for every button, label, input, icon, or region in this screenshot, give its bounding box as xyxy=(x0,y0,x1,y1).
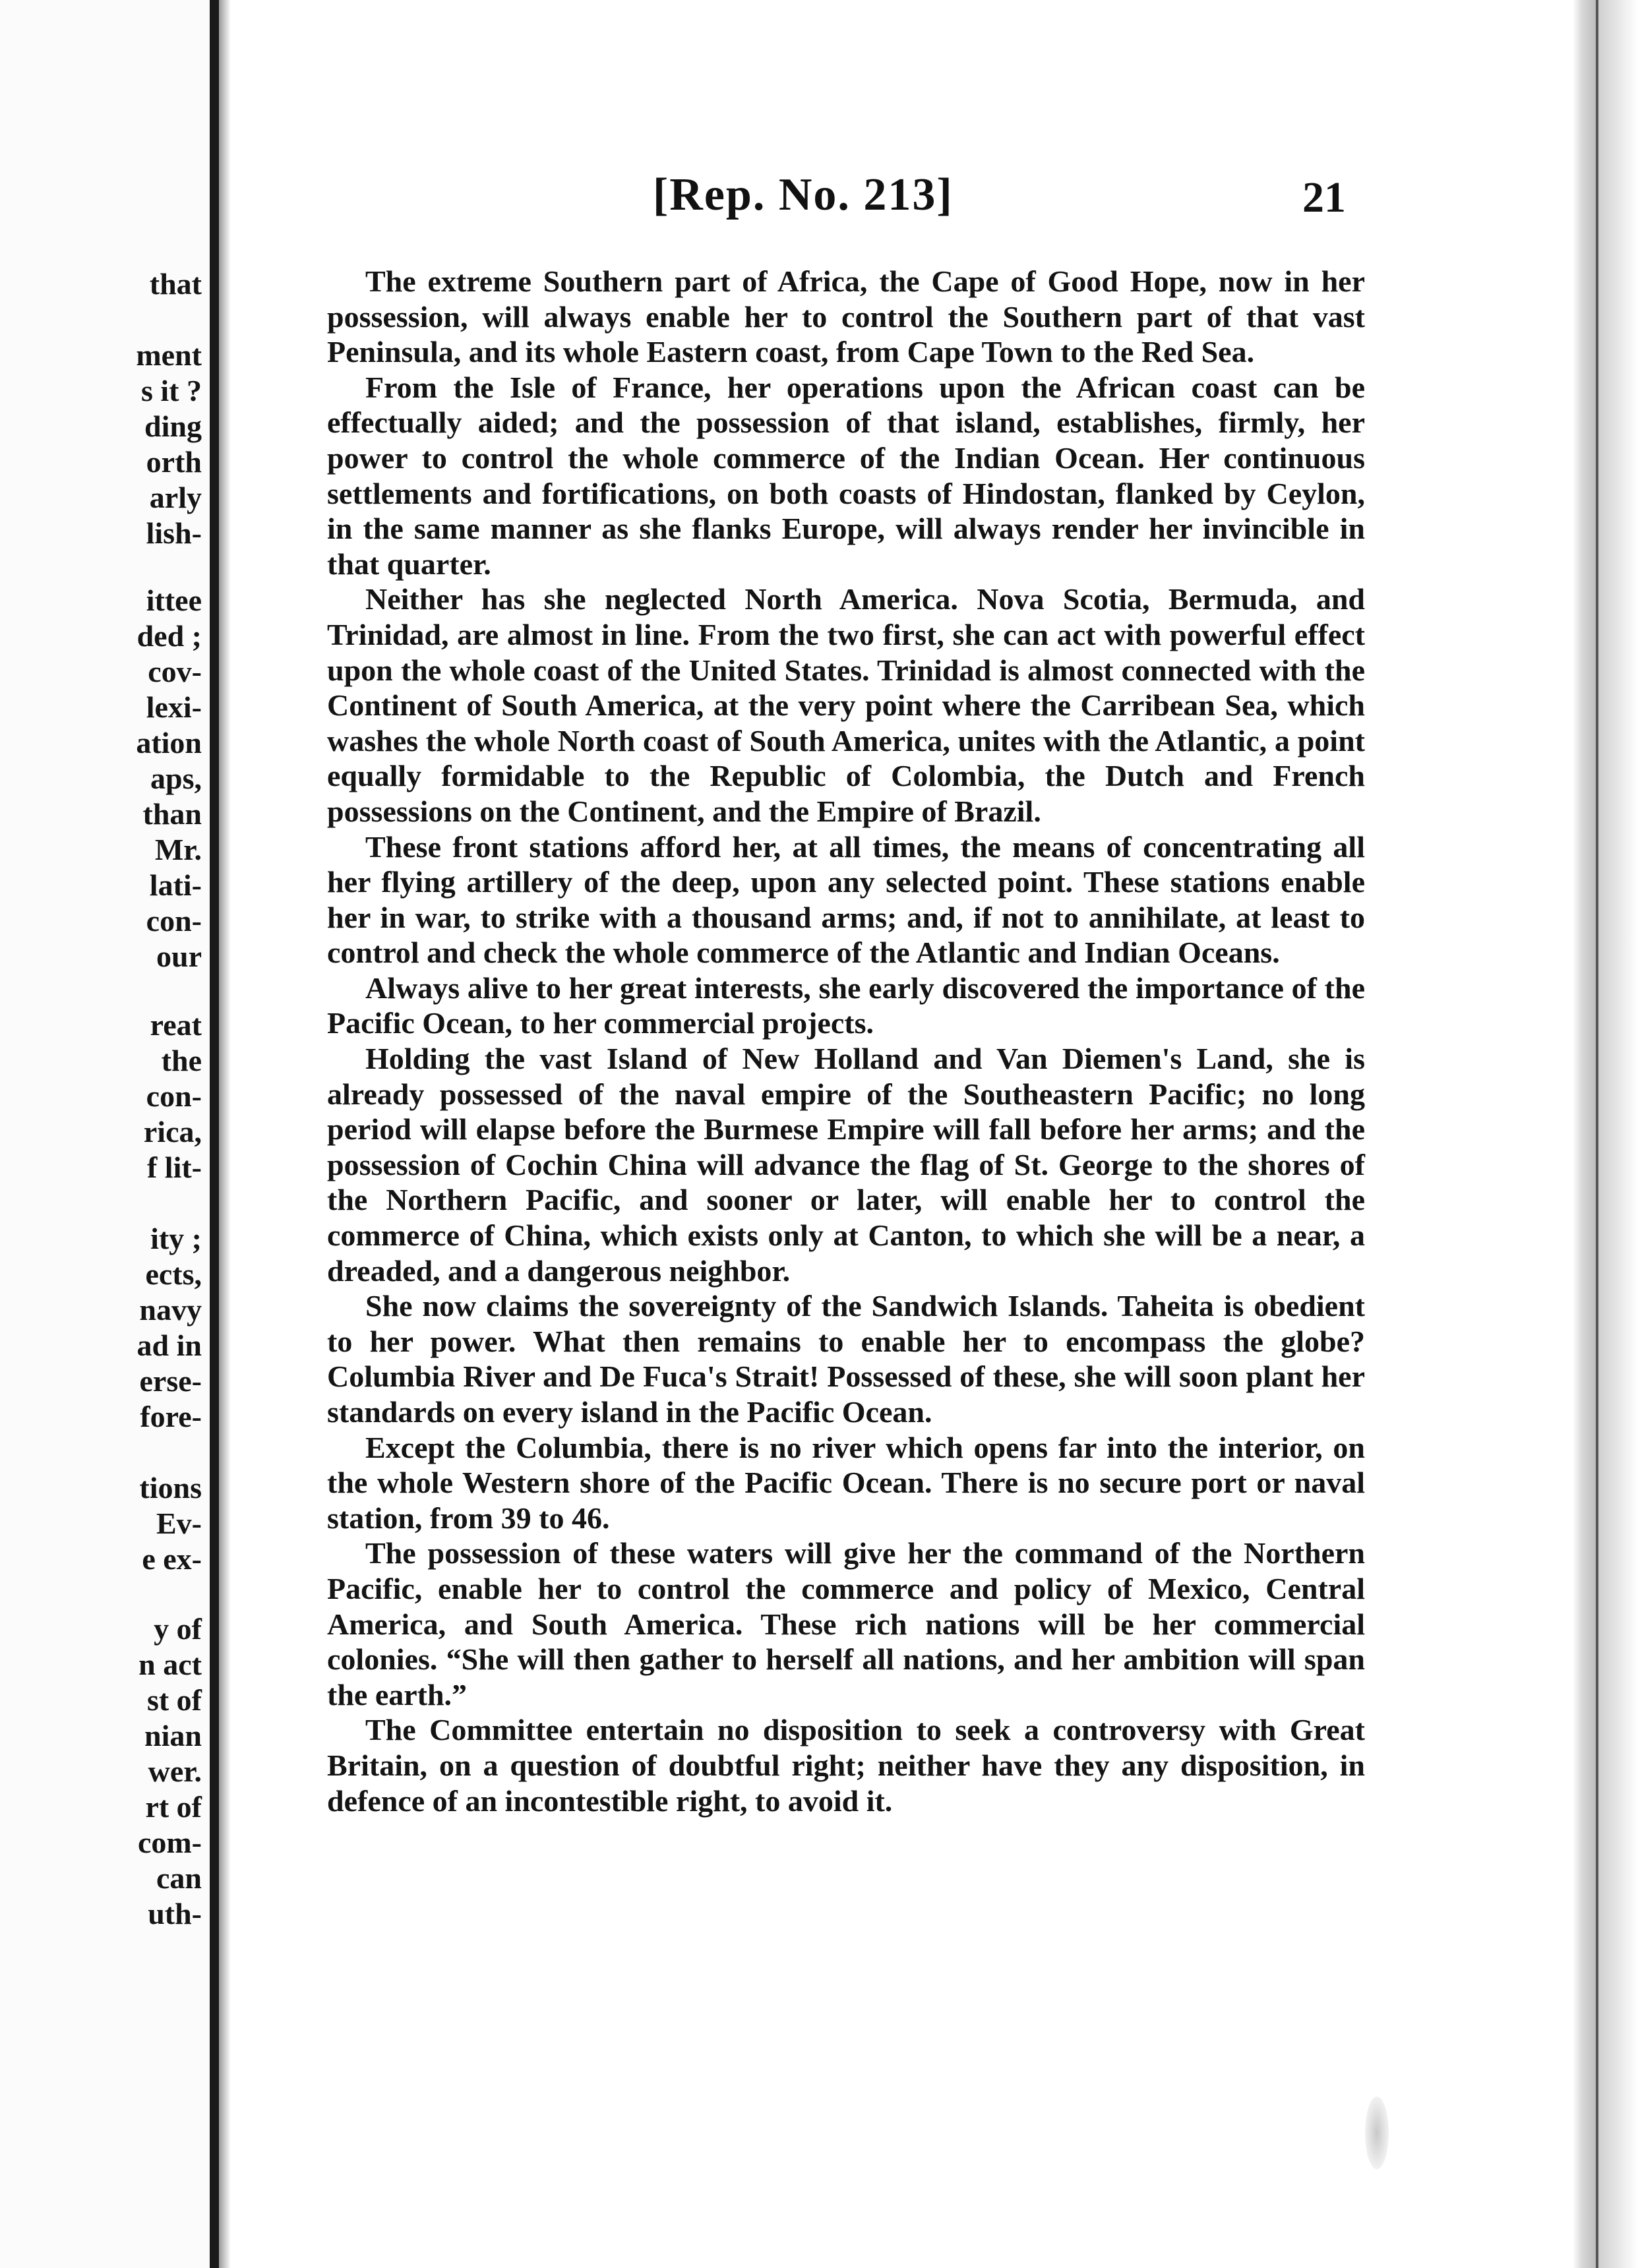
left-fragment-line: ment xyxy=(136,338,202,372)
left-fragment-line: the xyxy=(161,1044,202,1077)
left-fragment-line: rica, xyxy=(143,1115,202,1149)
left-fragment-line: y of xyxy=(154,1612,202,1646)
paragraph: She now claims the sovereignty of the Sandwich Islands. Taheita is obedient to her power. What then remains to enable her to encompass the globe? Columbia River and De Fuca's Strait! Possessed of these, she will soon plant her standards on every island in the Pacific Ocean. xyxy=(327,1289,1365,1429)
left-fragment-line: ity ; xyxy=(150,1222,202,1255)
left-fragment-line: ad in xyxy=(136,1328,202,1362)
left-fragment-line: f lit- xyxy=(146,1150,202,1184)
left-fragment-line: ding xyxy=(144,409,202,443)
left-fragment-line: than xyxy=(142,797,202,831)
left-fragment-line: tions xyxy=(139,1471,202,1505)
left-fragment-line: Mr. xyxy=(154,833,202,866)
left-fragment-line: erse- xyxy=(139,1364,202,1398)
left-fragment-line: ects, xyxy=(145,1257,202,1291)
left-fragment-line: s it ? xyxy=(141,374,202,407)
left-fragment-line: orth xyxy=(146,445,202,479)
page-number: 21 xyxy=(1302,173,1346,222)
left-fragment-line: fore- xyxy=(140,1400,202,1433)
left-fragment-line: n act xyxy=(138,1648,202,1681)
left-fragment-line: lati- xyxy=(149,868,202,902)
paragraph: The extreme Southern part of Africa, the Cape of Good Hope, now in her possession, will always enable her to control the Southern part of that vast Peninsula, and its whole Eastern coast, from Cape Town to the Red Sea. xyxy=(327,264,1365,369)
book-gutter xyxy=(210,0,219,2268)
left-fragment-line: cov- xyxy=(148,655,202,688)
paragraph: These front stations afford her, at all times, the means of concentrating all her flying artillery of the deep, upon any selected point. These stations enable her in war, to strike with a thousand arms; and, if not to annihilate, at least to control and check the whole commerce of the Atlantic and Indian Oceans. xyxy=(327,829,1365,970)
left-fragment-line: ation xyxy=(136,726,202,760)
book-edge xyxy=(1598,0,1638,2268)
paragraph: Neither has she neglected North America. Nova Scotia, Bermuda, and Trinidad, are almost in line. From the two first, she can act with powerful effect upon the whole coast of the United States. Trinidad is almost connected with the Continent of South America, at the very point where the Carribean Sea, which washes the whole North coast of South America, unites with the Atlantic, a point equally formidable to the Republic of Colombia, the Dutch and French possessions on the Continent, and the Empire of Brazil. xyxy=(327,582,1365,828)
paragraph: Holding the vast Island of New Holland and Van Diemen's Land, she is already possessed of the naval empire of the Southeastern Pacific; no long period will elapse before the Burmese Empire will fall before her arms; and the possession of Cochin China will advance the flag of St. George to the shores of the Northern Pacific, and sooner or later, will enable her to control the commerce of China, which exists only at Canton, to which she will be a near, a dreaded, and a dangerous neighbor. xyxy=(327,1042,1365,1288)
left-fragment-line: Ev- xyxy=(156,1507,202,1540)
paragraph: The Committee entertain no disposition to seek a controversy with Great Britain, on a question of doubtful right; neither have they any disposition, in defence of an incontestible right, to avoid it. xyxy=(327,1713,1365,1818)
paragraph: The possession of these waters will give her the command of the Northern Pacific, enable her to control the commerce and policy of Mexico, Central America, and South America. These rich nations will be her commercial colonies. “She will then gather to herself all nations, and her ambition will span the earth.” xyxy=(327,1536,1365,1712)
left-fragment-line: that xyxy=(149,267,202,301)
left-fragment-line: ded ; xyxy=(136,619,202,653)
left-fragment-line: can xyxy=(156,1861,202,1895)
left-fragment-line: arly xyxy=(149,481,202,514)
left-fragment-line: con- xyxy=(146,904,202,938)
left-fragment-line: ittee xyxy=(146,583,202,617)
left-fragment-line: nian xyxy=(144,1719,202,1752)
left-fragment-line: st of xyxy=(146,1683,202,1717)
left-fragment-line: lish- xyxy=(146,516,202,550)
left-fragment-line: rt of xyxy=(145,1790,202,1824)
left-fragment-line: uth- xyxy=(148,1897,202,1930)
left-fragment-line: our xyxy=(156,940,202,973)
paper-smudge xyxy=(1365,2097,1389,2169)
left-facing-page-fragment xyxy=(0,0,210,2268)
gutter-shadow xyxy=(219,0,231,2268)
paragraph: From the Isle of France, her operations upon the African coast can be effectually aided; and the possession of that island, establishes, firmly, her power to control the whole commerce of the Indian Ocean. Her continuous settlements and fortifications, on both coasts of Hindostan, flanked by Ceylon, in the same manner as she flanks Europe, will always render her invincible in that quarter. xyxy=(327,370,1365,581)
paragraph: Except the Columbia, there is no river which opens far into the interior, on the whole Western shore of the Pacific Ocean. There is no secure port or naval station, from 39 to 46. xyxy=(327,1430,1365,1535)
running-head: [Rep. No. 213] xyxy=(653,169,954,220)
paragraph: Always alive to her great interests, she early discovered the importance of the Pacific Ocean, to her commercial projects. xyxy=(327,970,1365,1040)
left-fragment-line: wer. xyxy=(148,1754,202,1788)
left-fragment-line: aps, xyxy=(150,761,202,795)
left-fragment-line: com- xyxy=(137,1826,202,1859)
left-fragment-line: lexi- xyxy=(146,690,202,724)
left-fragment-line: con- xyxy=(146,1079,202,1113)
left-fragment-line: e ex- xyxy=(142,1542,202,1576)
page-edge-shadow xyxy=(1573,0,1596,2268)
body-text xyxy=(327,264,1365,1818)
left-fragment-line: reat xyxy=(150,1008,202,1042)
left-fragment-line: navy xyxy=(139,1293,202,1327)
